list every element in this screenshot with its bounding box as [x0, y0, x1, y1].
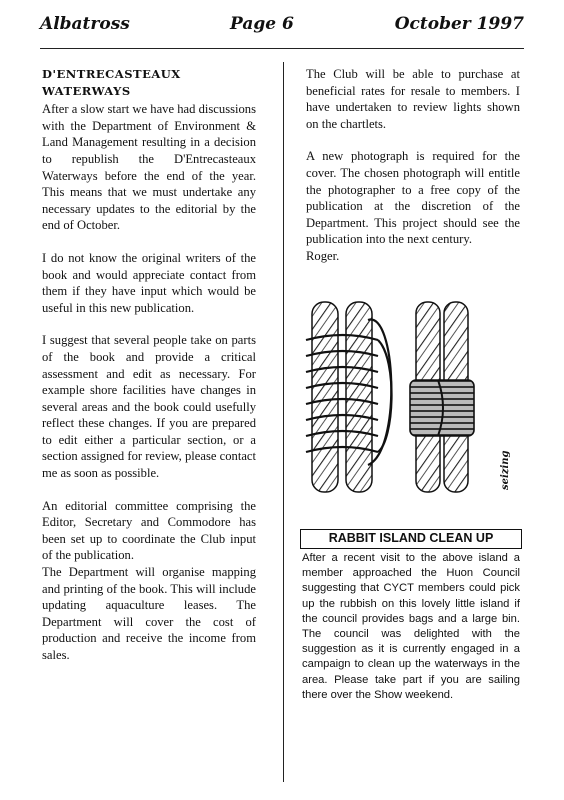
right-column	[306, 66, 520, 265]
page-number: Page 6	[230, 14, 294, 34]
article-paragraph: The Club will be able to purchase at beneficial rates for resale to members. I have undertaken to review lights shown on the chartlets.	[306, 67, 520, 131]
header-rule	[40, 48, 524, 49]
author-signoff: Roger.	[306, 248, 340, 263]
article-title: D'ENTRECASTEAUX WATERWAYS	[42, 67, 181, 98]
left-column	[42, 66, 256, 664]
column-divider	[283, 62, 284, 782]
illustration-caption: seizing	[500, 450, 511, 490]
article-paragraph: After a slow start we have had discussions with the Department of Environment & Land Management resulting in a decision to republish the D'Entrecasteaux Waterways before the end of the year. This means that we must undertake any necessary updates to the editorial by the end of October.	[42, 102, 256, 233]
rabbit-island-body: After a recent visit to the above island a member approached the Huon Council suggesting that CYCT members could pick up the rubbish on this lovely little island if the council provides bags and a large bin. The council was delighted with the suggestion as it is currently engaged in a campaign to clean up the waterways in the area. Please take part if you are sailing there over the Show weekend.	[302, 552, 520, 701]
issue-date: October 1997	[394, 14, 524, 34]
article-paragraph: An editorial committee comprising the Editor, Secretary and Commodore has been set up to coordinate the Club input of the publication.	[42, 498, 256, 563]
rope-seizing-illustration	[298, 300, 524, 508]
article-paragraph: A new photograph is required for the cover. The chosen photograph will entitle the photographer to a free copy of the publication at the discretion of the Department. This project should see the publication into the next century.	[306, 149, 520, 247]
page-header	[40, 14, 524, 42]
article-paragraph: I suggest that several people take on parts of the book and provide a critical assessment and edit as necessary. For example shore facilities have changes in several areas and the book could usefully reflect these changes. If you are prepared to edit either a particular section, or a section assigned for review, please contact me as soon as possible.	[42, 333, 256, 481]
rabbit-island-title: RABBIT ISLAND CLEAN UP	[300, 529, 522, 549]
article-paragraph: The Department will organise mapping and printing of the book. This will include updating aquaculture leases. The Department will cover the cost of production and receive the income from sales.	[42, 565, 256, 662]
publication-name: Albatross	[40, 14, 130, 34]
article-paragraph: I do not know the original writers of the book and would appreciate contact from them if they have input which would be useful in this new publication.	[42, 250, 256, 315]
